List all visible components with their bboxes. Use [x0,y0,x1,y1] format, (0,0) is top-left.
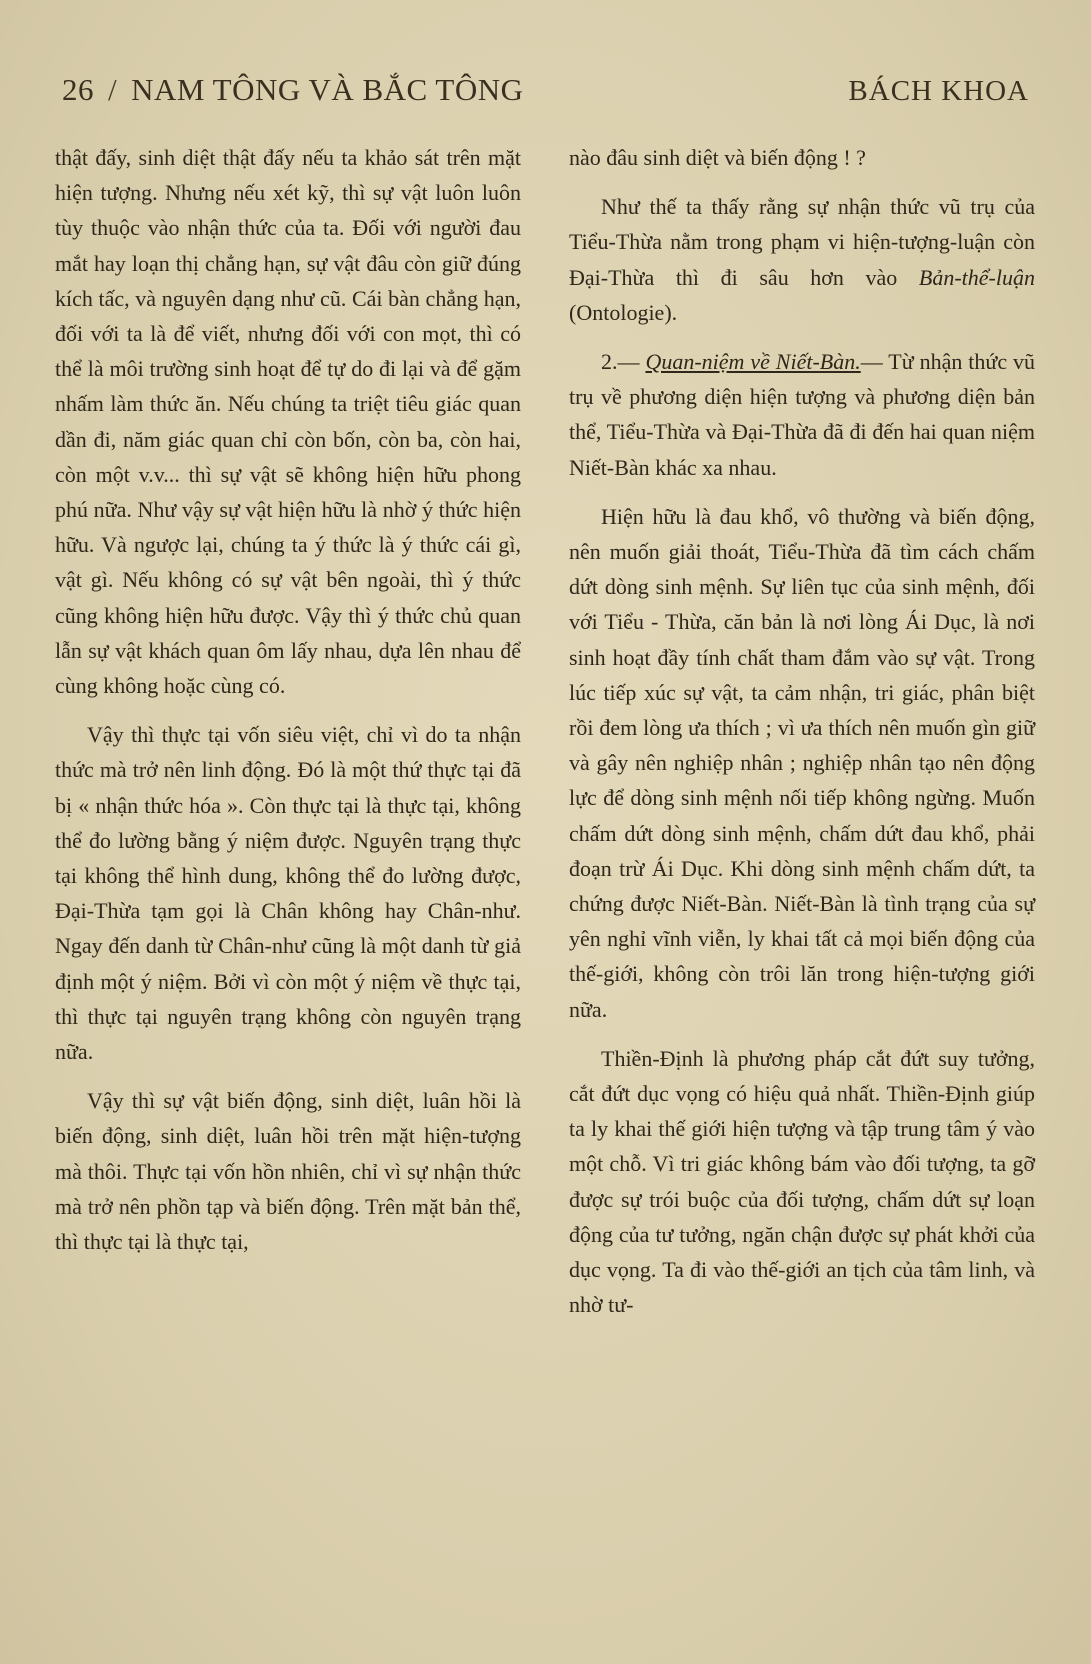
right-paragraph-2 [569,189,1035,330]
section-number: 2.— [601,349,646,375]
header-separator: / [108,72,118,107]
left-paragraph-2: Vậy thì thực tại vốn siêu việt, chỉ vì do ta nhận thức mà trở nên linh động. Đó là một thứ thực tại đã bị « nhận thức hóa ». Còn thực tại là thực tại, không thể đo lường bằng ý niệm được. Nguyên trạng thực tại không thể hình dung, không thể đo lường được, Đại-Thừa tạm gọi là Chân không hay Chân-như. Ngay đến danh từ Chân-như cũng là một danh từ giả định một ý niệm. Bởi vì còn một ý niệm về thực tại, thì thực tại nguyên trạng không còn nguyên trạng nữa. [55,722,521,1065]
left-column [55,140,521,1640]
section-2-paragraph [569,344,1035,485]
left-paragraph-1: thật đấy, sinh diệt thật đấy nếu ta khảo sát trên mặt hiện tượng. Nhưng nếu xét kỹ, thì sự vật luôn luôn tùy thuộc vào nhận thức của ta. Đối với người đau mắt hay loạn thị chẳng hạn, sự vật đâu còn giữ đúng kích tấc, và nguyên dạng như cũ. Cái bàn chẳng hạn, đối với ta là để viết, nhưng đối với con mọt, thì có thể là môi trường sinh hoạt để tự do đi lại và để gặm nhấm làm thức ăn. Nếu chúng ta triệt tiêu giác quan dần đi, năm giác quan chỉ còn bốn, còn ba, còn hai, còn một v.v... thì sự vật sẽ không hiện hữu phong phú nữa. Như vậy sự vật hiện hữu là nhờ ý thức hiện hữu. Và ngược lại, chúng ta ý thức là ý thức cái gì, vật gì. Nếu không có sự vật bên ngoài, thì ý thức cũng không hiện hữu được. Vậy thì ý thức chủ quan lẫn sự vật khách quan ôm lấy nhau, dựa lên nhau để cùng không hoặc cùng có. [55,145,521,699]
magazine-name: BÁCH KHOA [848,75,1029,107]
page-header [62,72,1029,122]
left-paragraph-3: Vậy thì sự vật biến động, sinh diệt, luân hồi là biến động, sinh diệt, luân hồi trên mặt hiện-tượng mà thôi. Thực tại vốn hồn nhiên, chỉ vì sự nhận thức mà trở nên phồn tạp và biến động. Trên mặt bản thể, thì thực tại là thực tại, [55,1088,521,1255]
section-title: Quan-niệm về Niết-Bàn. [645,349,861,375]
section-2-text: Từ nhận thức vũ trụ về phương diện hiện tượng và phương diện bản thể, Tiểu-Thừa và Đại-Thừa đã đi đến hai quan niệm Niết-Bàn khác xa nhau. [569,349,1036,480]
right-paragraph-2-end: (Ontologie). [569,299,678,325]
page-number: 26 [62,72,94,107]
right-paragraph-4: Hiện hữu là đau khổ, vô thường và biến động, nên muốn giải thoát, Tiểu-Thừa đã tìm cách chấm dứt dòng sinh mệnh. Sự liên tục của sinh mệnh, đối với Tiểu - Thừa, căn bản là nơi lòng Ái Dục, là nơi sinh hoạt đầy tính chất tham đắm vào sự vật. Trong lúc tiếp xúc sự vật, ta cảm nhận, tri giác, phân biệt rồi đem lòng ưa thích ; vì ưa thích nên muốn gìn giữ và gây nên nghiệp nhân ; nghiệp nhân tạo nên động lực để dòng sinh mệnh nối tiếp không ngừng. Muốn chấm dứt dòng sinh mệnh, chấm dứt đau khổ, phải đoạn trừ Ái Dục. Khi dòng sinh mệnh chấm dứt, ta chứng được Niết-Bàn. Niết-Bàn là tình trạng của sự yên nghỉ vĩnh viễn, ly khai tất cả mọi biến động của thế-giới, không còn trôi lăn trong hiện-tượng giới nữa. [569,503,1035,1022]
text-columns [55,140,1035,1640]
right-paragraph-2-text: Như thế ta thấy rằng sự nhận thức vũ trụ của Tiểu-Thừa nằm trong phạm vi hiện-tượng-luận còn Đại-Thừa thì đi sâu hơn vào [569,194,1035,290]
right-paragraph-5: Thiền-Định là phương pháp cắt đứt suy tưởng, cắt đứt dục vọng có hiệu quả nhất. Thiền-Định giúp ta ly khai thế giới hiện tượng và tập trung tâm ý vào một chỗ. Vì tri giác không bám vào đối tượng, ta gỡ được sự trói buộc của đối tượng, chấm dứt sự loạn động của tư tưởng, ngăn chận được sự phát khởi của dục vọng. Ta đi vào thế-giới an tịch của tâm linh, và nhờ tư- [569,1045,1035,1318]
header-left [62,72,524,108]
article-title: NAM TÔNG VÀ BẮC TÔNG [131,72,524,107]
right-column [569,140,1035,1640]
right-paragraph-1: nào đâu sinh diệt và biến động ! ? [569,145,866,170]
ontology-term: Bản-thể-luận [918,264,1035,290]
section-dash: — [860,349,889,375]
